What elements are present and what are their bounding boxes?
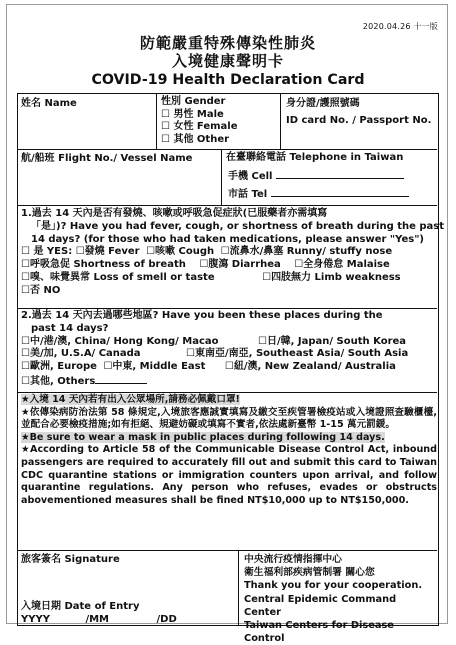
checkbox-icon[interactable]: ☐ xyxy=(21,271,30,283)
tel-input-line[interactable] xyxy=(271,187,409,197)
checkbox-icon[interactable]: ☐ xyxy=(21,361,30,373)
checkbox-icon[interactable]: ☐ xyxy=(146,246,156,258)
q1-options-row1 xyxy=(21,246,437,259)
entry-date-field[interactable] xyxy=(21,614,231,627)
question-2 xyxy=(21,310,437,389)
q2-line1: 2.過去 14 天內去過哪些地區? Have you been these places during the xyxy=(21,310,383,321)
q2-option-usa-canada[interactable]: ☐美/加, U.S.A/ Canada xyxy=(21,348,141,360)
divider-sign xyxy=(238,550,239,626)
checkbox-icon[interactable]: ☐ xyxy=(220,246,230,258)
q1-line3: 14 days? (for those who had taken medications, please answer "Yes") xyxy=(31,233,424,245)
q2-line2: past 14 days? xyxy=(31,322,109,334)
title-block xyxy=(17,34,439,90)
gender-option-other[interactable]: ☐ 其他 Other xyxy=(161,133,230,145)
checkbox-icon[interactable]: ☐ xyxy=(258,335,267,347)
authority-line3: Thank you for your cooperation. xyxy=(244,580,423,592)
cell-phone-row[interactable] xyxy=(226,169,436,184)
tel-label: 市話 Tel xyxy=(228,189,268,200)
id-label-en: ID card No. / Passport No. xyxy=(286,114,432,126)
cell-label: 手機 Cell xyxy=(228,170,273,182)
notice-text xyxy=(21,394,437,507)
q1-option-no[interactable]: ☐否 NO xyxy=(21,284,61,296)
gender-option-female[interactable]: ☐ 女性 Female xyxy=(161,121,238,132)
gender-label: 性別 Gender xyxy=(161,96,226,107)
date-year: YYYY xyxy=(21,614,50,625)
q2-option-southeast-asia[interactable]: ☐東南亞/南亞, Southeast Asia/ South Asia xyxy=(186,348,409,360)
q1-option-fever[interactable]: ☐發燒 Fever xyxy=(75,246,140,258)
q1-options-row2 xyxy=(21,259,437,272)
q2-options-row1 xyxy=(21,336,437,349)
checkbox-icon[interactable]: ☐ xyxy=(294,259,304,271)
checkbox-icon[interactable]: ☐ xyxy=(161,121,170,132)
checkbox-icon[interactable]: ☐ xyxy=(21,335,30,347)
phone-label: 在臺聯絡電話 Telephone in Taiwan xyxy=(226,152,404,163)
flight-field[interactable]: 航/船班 Flight No./ Vessel Name xyxy=(21,153,193,164)
authority-line2: 衛生福利部疾病管制署 關心您 xyxy=(244,567,375,579)
phone-field xyxy=(226,152,436,202)
q1-option-loss-of-smell[interactable]: ☐嗅、味覺異常 Loss of smell or taste xyxy=(21,271,215,283)
version-date: 2020.04.26 十一版 xyxy=(362,22,438,31)
checkbox-icon[interactable]: ☐ xyxy=(21,284,30,296)
q1-line1: 1.過去 14 天內是否有發燒、咳嗽或呼吸急促症狀(已服藥者亦需填寫 xyxy=(21,208,328,219)
checkbox-icon[interactable]: ☐ xyxy=(75,246,85,258)
authority-line4: Central Epidemic Command Center xyxy=(244,593,397,618)
gender-option-male[interactable]: ☐ 男性 Male xyxy=(161,108,224,120)
notice-section xyxy=(18,394,437,549)
title-zh-line1: 防範嚴重特殊傳染性肺炎 xyxy=(139,34,316,52)
id-passport-field[interactable] xyxy=(286,98,436,127)
q1-option-cough[interactable]: ☐咳嗽 Cough xyxy=(146,246,215,258)
date-month: /MM xyxy=(85,614,110,625)
divider-notice xyxy=(18,550,437,551)
q2-option-china[interactable]: ☐中/港/澳, China/ Hong Kong/ Macao xyxy=(21,335,219,347)
authority-line5: Taiwan Centers for Disease Control xyxy=(244,620,394,645)
q2-option-europe[interactable]: ☐歐洲, Europe xyxy=(21,361,97,373)
checkbox-icon[interactable]: ☐ xyxy=(199,259,209,271)
checkbox-icon[interactable]: ☐ xyxy=(186,348,196,360)
q2-options-row3 xyxy=(21,361,437,374)
q1-options-row4 xyxy=(21,285,437,298)
q1-option-malaise[interactable]: ☐全身倦怠 Malaise xyxy=(294,259,390,271)
notice-mask-zh: ★入境 14 天內若有出入公眾場所,請務必佩戴口罩! xyxy=(21,394,240,405)
notice-law-en: ★According to Article 58 of the Communicable Disease Control Act, inbound passengers are required to accurately fill out and submit this card to Taiwan CDC quarantine stations or immigration counters upon arrival, and follow quarantine regulations. Any person who refuses, evades or obstructs abovementioned measures shall be fined NT$10,000 up to NT$150,000. xyxy=(21,444,437,506)
q1-option-runny-nose[interactable]: ☐流鼻水/鼻塞 Runny/ stuffy nose xyxy=(220,246,393,258)
checkbox-icon[interactable]: ☐ xyxy=(161,133,170,145)
date-day: /DD xyxy=(156,614,177,625)
q2-option-others[interactable]: ☐其他, Others xyxy=(21,374,147,389)
q1-option-diarrhea[interactable]: ☐腹瀉 Diarrhea xyxy=(199,259,281,271)
q2-option-middle-east[interactable]: ☐中東, Middle East xyxy=(103,361,206,373)
divider-gender-id xyxy=(280,94,281,149)
q1-option-shortness-of-breath[interactable]: ☐呼吸急促 Shortness of breath xyxy=(21,259,186,271)
q1-line2: 「是」)? Have you had fever, cough, or shortness of breath during the past xyxy=(31,220,445,232)
q1-option-yes[interactable]: ☐ 是 YES: xyxy=(21,246,73,258)
checkbox-icon[interactable]: ☐ xyxy=(224,361,234,373)
divider-name-gender xyxy=(156,94,157,149)
notice-mask-en: ★Be sure to wear a mask in public places during following 14 days. xyxy=(21,431,385,443)
tel-row[interactable] xyxy=(226,187,436,202)
authority-line1: 中央流行疫情指揮中心 xyxy=(244,554,342,565)
divider-row1 xyxy=(18,149,437,150)
entry-date-label: 入境日期 Date of Entry xyxy=(21,601,140,612)
q2-options-row2 xyxy=(21,348,437,361)
others-input-line[interactable] xyxy=(95,374,147,384)
authority-block xyxy=(244,553,436,645)
q2-option-nz-australia[interactable]: ☐紐/澳, New Zealand/ Australia xyxy=(224,361,396,373)
signature-field[interactable]: 旅客簽名 Signature xyxy=(21,554,120,565)
checkbox-icon[interactable]: ☐ xyxy=(21,259,30,271)
checkbox-icon[interactable]: ☐ xyxy=(21,348,30,360)
checkbox-icon[interactable]: ☐ xyxy=(262,271,272,283)
declaration-form xyxy=(17,93,445,645)
title-zh-line2: 入境健康聲明卡 xyxy=(171,52,284,70)
notice-law-zh: ★依傳染病防治法第 58 條規定,入境旅客應誠實填寫及繳交至疾管署檢疫站或入境證照查驗櫃檯,並配合必要檢疫措施;如有拒絕、規避妨礙或填寫不實者,依法處新臺幣 1-15 萬元罰鍰。 xyxy=(21,406,437,431)
name-field[interactable]: 姓名 Name xyxy=(21,98,77,109)
cell-input-line[interactable] xyxy=(276,169,404,179)
id-label-zh: 身分證/護照號碼 xyxy=(286,98,360,109)
q2-options-row4 xyxy=(21,374,437,389)
title-en: COVID-19 Health Declaration Card xyxy=(91,72,365,88)
q1-options-row3 xyxy=(21,272,437,285)
gender-field xyxy=(161,96,279,146)
divider-q1 xyxy=(18,308,437,309)
question-1 xyxy=(21,208,445,298)
checkbox-icon[interactable]: ☐ xyxy=(161,108,170,120)
divider-q2 xyxy=(18,392,437,393)
divider-flight-phone xyxy=(221,149,222,205)
checkbox-icon[interactable]: ☐ xyxy=(21,246,30,258)
checkbox-icon[interactable]: ☐ xyxy=(103,361,113,373)
checkbox-icon[interactable]: ☐ xyxy=(21,375,30,387)
q2-option-japan-korea[interactable]: ☐日/韓, Japan/ South Korea xyxy=(258,335,407,347)
q1-option-limb-weakness[interactable]: ☐四肢無力 Limb weakness xyxy=(262,271,401,283)
divider-row2 xyxy=(18,205,437,206)
